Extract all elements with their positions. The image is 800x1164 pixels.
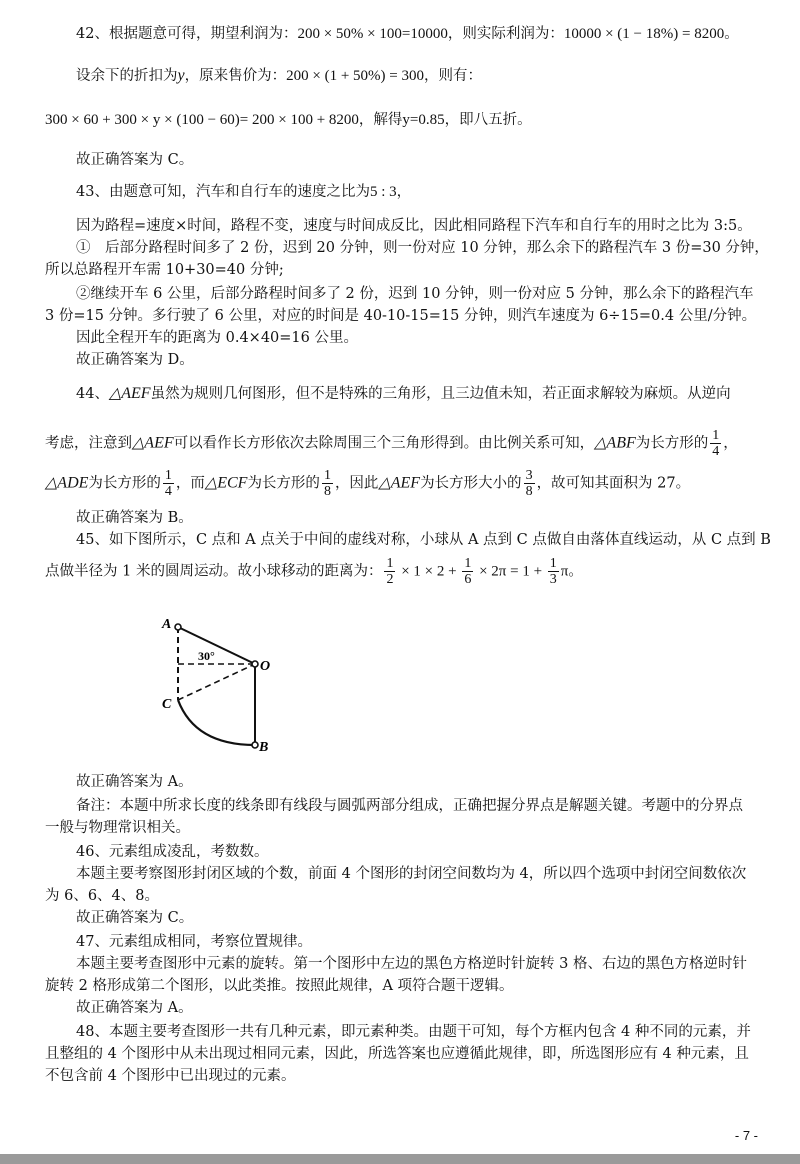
- q44-triangle-aef: △AEF: [108, 385, 151, 402]
- q42-answer: 故正确答案为 C。: [76, 152, 194, 168]
- q42-text-e: ，原来售价为：: [184, 68, 287, 84]
- q43-text-b: ，: [396, 184, 412, 200]
- page-number: - 7 -: [734, 1128, 758, 1143]
- q46-line3: 为 6、6、4、8。: [45, 888, 160, 904]
- q45-fraction-b-num: 1: [464, 556, 472, 571]
- q45-point-a: [175, 624, 181, 630]
- q42-line2: [76, 66, 482, 86]
- q42-text-h: ，即八五折。: [444, 112, 532, 128]
- q43-line6: 3 份=15 分钟。多行驶了 6 公里，对应的时间是 40-10-15=15 分钟，则汽车速度为 6÷15=0.4 公里/分钟。: [45, 308, 757, 324]
- q42-text-d: 设余下的折扣为: [76, 68, 178, 84]
- q44-fraction-3-num: 1: [323, 468, 331, 483]
- q42-line3: [45, 110, 532, 130]
- q44-fraction-2-num: 1: [164, 468, 172, 483]
- q44-fraction-2: [163, 468, 174, 499]
- q48-line1: 48、本题主要考查图形一共有几种元素，即元素种类。由题干可知，每个方框内包含 4 种不同的元素，并: [76, 1024, 751, 1040]
- q42-text-c: 。: [724, 26, 739, 42]
- q44-text-j: ，因此: [334, 475, 379, 492]
- q45-point-o: [252, 661, 258, 667]
- q42-formula-actual-profit: 10000 × (1 − 18%) = 8200: [563, 26, 725, 42]
- q44-text-d: 可以看作长方形依次去除周围三个三角形得到。由比例关系可知，: [173, 435, 595, 452]
- q45-label-c: C: [162, 697, 172, 712]
- q44-fraction-4: [524, 468, 535, 499]
- q44-fraction-3-den: 8: [323, 484, 331, 499]
- q47-line3: 旋转 2 格形成第二个图形，以此类推。按照此规律，A 项符合题干逻辑。: [45, 978, 514, 994]
- q45-fraction-a: [384, 556, 395, 587]
- q45-line-ao: [178, 627, 255, 664]
- q44-triangle-abf: △ABF: [594, 434, 636, 452]
- q42-line1: [76, 24, 739, 44]
- q44-text-g: 为长方形的: [88, 475, 161, 492]
- q46-line1: 46、元素组成凌乱，考数数。: [76, 844, 269, 860]
- q47-line2: 本题主要考查图形中元素的旋转。第一个图形中左边的黑色方格逆时针旋转 3 格、右边的黑色方格逆时针: [76, 956, 747, 972]
- q45-text-b: 。: [568, 563, 583, 580]
- q43-line2: 因为路程=速度×时间，路程不变，速度与时间成反比，因此相同路程下汽车和自行车的用时之比为 3:5。: [76, 218, 752, 234]
- q45-fraction-c-den: 3: [549, 572, 557, 587]
- q45-fraction-c: [548, 556, 559, 587]
- q43-text-a: 43、由题意可知，汽车和自行车的速度之比为: [76, 184, 370, 200]
- q45-text-a: 点做半径为 1 米的圆周运动。故小球移动的距离为：: [45, 563, 383, 580]
- q45-fraction-c-num: 1: [549, 556, 557, 571]
- q42-text-g: ，解得: [358, 112, 403, 128]
- q44-text-l: ，故可知其面积为 27。: [536, 475, 691, 492]
- q45-fraction-b-den: 6: [464, 572, 472, 587]
- q45-angle-label: 30°: [198, 649, 215, 663]
- q45-formula-a: × 1 × 2 +: [397, 563, 461, 580]
- q44-fraction-4-den: 8: [525, 484, 533, 499]
- q42-formula-expected-profit: 200 × 50% × 100=10000: [297, 26, 448, 42]
- q45-fraction-b: [462, 556, 473, 587]
- q45-answer: 故正确答案为 A。: [76, 774, 193, 790]
- q44-fraction-4-num: 3: [525, 468, 533, 483]
- q47-line1: 47、元素组成相同，考察位置规律。: [76, 934, 312, 950]
- q44-text-k: 为长方形大小的: [420, 475, 522, 492]
- q44-line2: [45, 428, 738, 459]
- q44-fraction-1-den: 4: [712, 444, 720, 459]
- q45-formula-c: π: [560, 563, 569, 580]
- q44-text-a: 44、: [76, 386, 109, 402]
- q44-fraction-1: [710, 428, 721, 459]
- q45-arc-cb: [178, 700, 255, 745]
- q45-point-b: [252, 742, 258, 748]
- q43-line4: 所以总路程开车需 10+30=40 分钟;: [45, 262, 284, 278]
- q43-answer: 故正确答案为 D。: [76, 352, 194, 368]
- q45-label-a: A: [162, 617, 172, 632]
- q45-note-line2: 一般与物理常识相关。: [45, 820, 190, 836]
- q42-formula-equation: 300 × 60 + 300 × y × (100 − 60)= 200 × 100 + 8200: [45, 112, 359, 128]
- q46-answer: 故正确答案为 C。: [76, 910, 194, 926]
- q44-triangle-aef-2: △AEF: [132, 434, 174, 452]
- q45-diagram: [150, 610, 280, 760]
- q42-text-f: ，则有：: [423, 68, 482, 84]
- q45-formula-b: × 2π = 1 +: [475, 563, 546, 580]
- q44-text-f1p: ，: [723, 435, 738, 452]
- q43-line1: [76, 182, 411, 202]
- q44-text-h: ，而: [175, 475, 205, 492]
- q45-label-o: O: [260, 659, 271, 674]
- q45-fraction-a-den: 2: [386, 572, 394, 587]
- q43-ratio: 5 : 3: [369, 184, 397, 200]
- q45-label-b: B: [259, 740, 269, 755]
- footer-bar: [0, 1154, 800, 1164]
- q44-text-b: 虽然为规则几何图形，但不是特殊的三角形，且三边值未知，若正面求解较为麻烦。从逆向: [150, 386, 731, 402]
- q42-formula-price: 200 × (1 + 50%) = 300: [286, 68, 424, 84]
- q44-text-e: 为长方形的: [635, 435, 709, 452]
- q44-fraction-3: [322, 468, 333, 499]
- q44-triangle-ecf: △ECF: [204, 474, 248, 492]
- q45-fraction-a-num: 1: [386, 556, 394, 571]
- q45-line2: [45, 556, 583, 587]
- q42-formula-solution: y=0.85: [402, 112, 445, 128]
- q48-line3: 不包含前 4 个图形中已出现过的元素。: [45, 1068, 296, 1084]
- q43-line5: ②继续开车 6 公里，后部分路程时间多了 2 份，迟到 10 分钟，则一份对应 5 分钟，那么余下的路程汽车: [76, 286, 754, 302]
- q45-note-line1: 备注：本题中所求长度的线条即有线段与圆弧两部分组成，正确把握分界点是解题关键。考题中的分界点: [76, 798, 743, 814]
- q42-text-b: ，则实际利润为：: [447, 26, 564, 42]
- q44-triangle-aef-3: △AEF: [378, 474, 421, 492]
- q44-triangle-ade: △ADE: [45, 474, 89, 492]
- q44-answer: 故正确答案为 B。: [76, 510, 193, 526]
- q42-text-a: 42、根据题意可得，期望利润为：: [76, 26, 298, 42]
- q45-line1: 45、如下图所示，C 点和 A 点关于中间的虚线对称，小球从 A 点到 C 点做自由落体直线运动，从 C 点到 B: [76, 532, 771, 548]
- q43-line3: ① 后部分路程时间多了 2 份，迟到 20 分钟，则一份对应 10 分钟，那么余下的路程汽车 3 份=30 分钟，: [76, 240, 769, 256]
- q44-fraction-1-num: 1: [712, 428, 720, 443]
- q42-var-y: y: [177, 67, 185, 84]
- q44-text-c: 考虑，注意到: [45, 435, 132, 452]
- q46-line2: 本题主要考察图形封闭区域的个数，前面 4 个图形的封闭空间数均为 4，所以四个选项中封闭空间数依次: [76, 866, 747, 882]
- q44-text-i: 为长方形的: [247, 475, 320, 492]
- q45-dashed-co: [178, 664, 255, 700]
- q44-fraction-2-den: 4: [164, 484, 172, 499]
- q44-line1: [76, 384, 731, 404]
- q47-answer: 故正确答案为 A。: [76, 1000, 193, 1016]
- q43-line7: 因此全程开车的距离为 0.4×40=16 公里。: [76, 330, 358, 346]
- q48-line2: 且整组的 4 个图形中从未出现过相同元素，因此，所选答案也应遵循此规律，即，所选图形应有 4 种元素，且: [45, 1046, 749, 1062]
- q44-line3: [45, 468, 690, 499]
